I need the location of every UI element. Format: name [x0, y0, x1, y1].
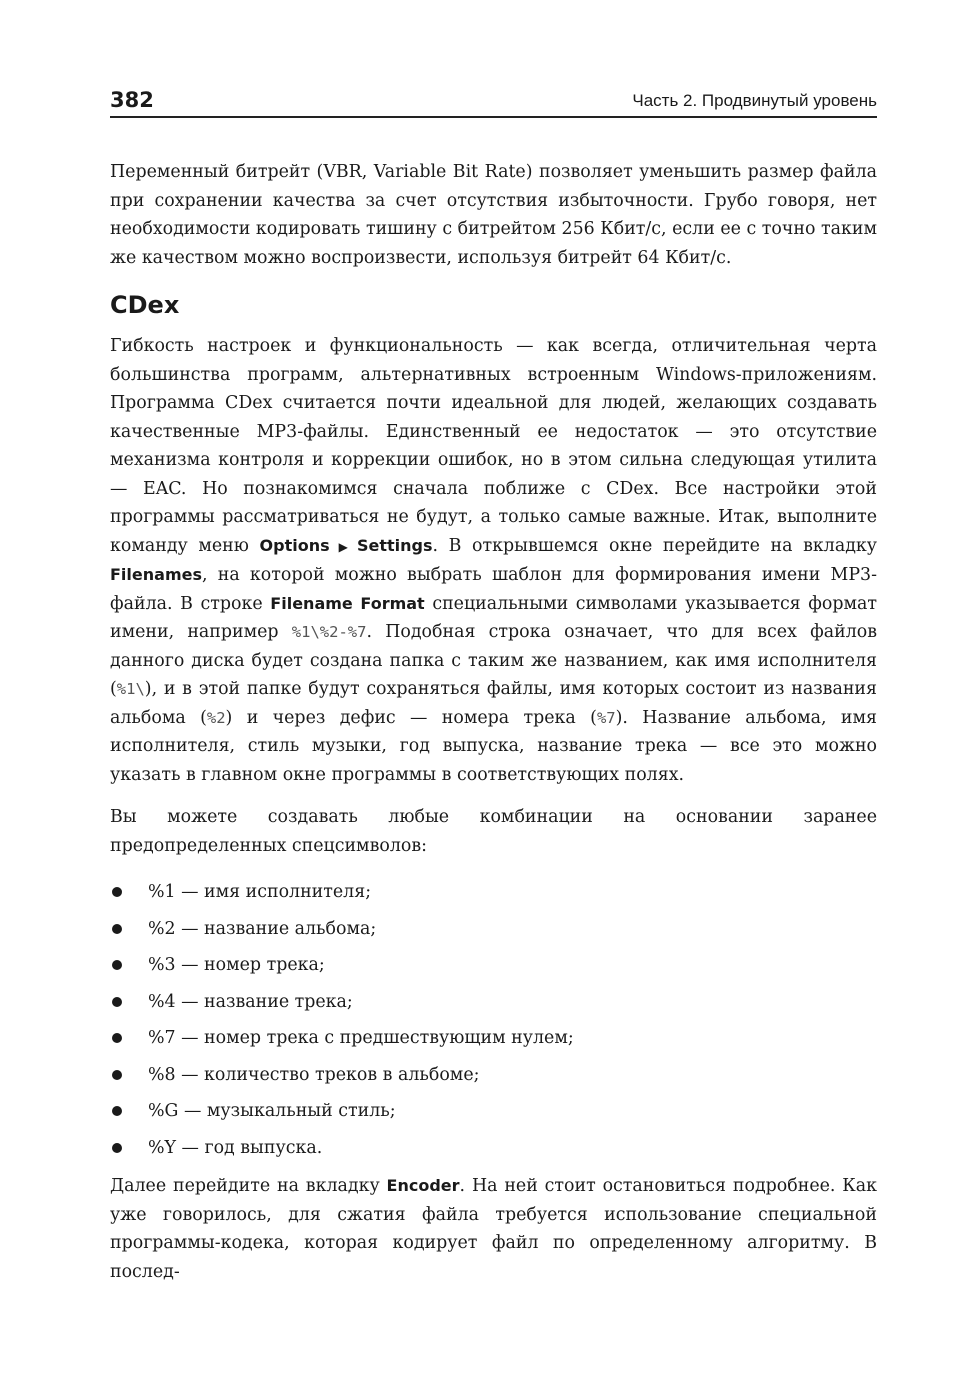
code-example: %1\%2-%7 — [291, 623, 367, 641]
page-number: 382 — [110, 88, 154, 112]
tab-filenames: Filenames — [110, 565, 202, 584]
text-run: Гибкость настроек и функциональность — как всегда, отличительная черта большинства программ, альтернативных встроенным Windows-приложениям. Программа CDex считается почти идеальной для людей, желающих создавать качественные MP3-файлы. Единственный ее недостаток — это отсутствие механизма контроля и коррекции ошибок, но в этом сильна следующая утилита — EAC. Но познакомимся сначала поближе с CDex. Все настройки этой программы рассматриваться не будут, а только самые важные. Итак, выполните команду меню — [110, 336, 877, 556]
text-run: . В открывшемся окне перейдите на вкладку — [432, 535, 878, 556]
specifier-list — [110, 874, 877, 1166]
text-run: специальными символами указывается формат имени, например — [110, 593, 878, 642]
list-item-text: %Y — год выпуска. — [148, 1137, 323, 1158]
list-item-text: %2 — название альбома; — [148, 918, 377, 939]
list-item — [110, 1057, 877, 1094]
bullet-icon — [112, 924, 122, 934]
list-item — [110, 911, 877, 948]
page-header — [110, 88, 877, 118]
tab-encoder: Encoder — [386, 1176, 460, 1195]
bullet-icon — [112, 1106, 122, 1116]
vbr-paragraph: Переменный битрейт (VBR, Variable Bit Rate) позволяет уменьшить размер файла при сохранении качества за счет отсутствия избыточности. Грубо говоря, нет необходимости кодировать тишину с битрейтом 256 Кбит/с, если ее с точно таким же качеством можно воспроизвести, используя битрейт 64 Кбит/с. — [110, 162, 877, 268]
text-run: ). Название альбома, имя исполнителя, стиль музыки, год выпуска, название трека — все это можно указать в главном окне программы в соответствующих полях. — [110, 707, 877, 785]
list-item — [110, 874, 877, 911]
bullet-icon — [112, 1033, 122, 1043]
text-run: . На ней стоит остановиться подробнее. Как уже говорилось, для сжатия файла требуется использование специальной программы-кодека, которая кодирует файл по определенному алгоритму. В послед- — [110, 1176, 877, 1282]
bullet-icon — [112, 1070, 122, 1080]
list-item-text: %1 — имя исполнителя; — [148, 882, 372, 902]
combinations-paragraph: Вы можете создавать любые комбинации на основании заранее предопределенных спецсимволов: — [110, 807, 877, 856]
list-item — [110, 1020, 877, 1057]
list-item-text: %3 — номер трека; — [148, 955, 325, 975]
bullet-icon — [112, 887, 122, 897]
bullet-icon — [112, 960, 122, 970]
list-item — [110, 1130, 877, 1167]
list-item — [110, 984, 877, 1021]
menu-arrow-icon: ▶ — [333, 539, 353, 554]
text-run: Далее перейдите на вкладку — [110, 1176, 387, 1196]
list-item-text: %7 — номер трека с предшествующим нулем; — [148, 1028, 574, 1048]
menu-options: Options — [259, 535, 330, 555]
bullet-icon — [112, 997, 122, 1007]
cdex-paragraph — [110, 332, 877, 789]
encoder-paragraph — [110, 1172, 877, 1286]
book-page — [110, 88, 877, 1286]
text-run: . Подобная строка означает, что для всех файлов данного диска будет создана папка с таким же названием, как имя исполнителя ( — [110, 622, 877, 699]
section-title: CDex — [110, 291, 180, 319]
list-item-text: %G — музыкальный стиль; — [148, 1101, 396, 1121]
bullet-icon — [112, 1143, 122, 1153]
text-run: , на которой можно выбрать шаблон для формирования имени MP3-файла. В строке — [110, 565, 877, 614]
list-item-text: %4 — название трека; — [148, 991, 353, 1012]
running-title: Часть 2. Продвинутый уровень — [632, 91, 877, 110]
menu-settings: Settings — [356, 535, 433, 555]
text-run: ) и через дефис — номера трека ( — [225, 707, 597, 728]
list-item-text: %8 — количество треков в альбоме; — [148, 1064, 480, 1085]
code-track: %7 — [596, 708, 616, 727]
code-artist: %1\ — [116, 680, 145, 698]
field-filename-format: Filename Format — [270, 593, 425, 613]
code-album: %2 — [206, 708, 226, 727]
text-run: ), и в этой папке будут сохраняться файлы, имя которых состоит из названия альбома ( — [110, 679, 877, 728]
list-item — [110, 947, 877, 984]
list-item — [110, 1093, 877, 1130]
